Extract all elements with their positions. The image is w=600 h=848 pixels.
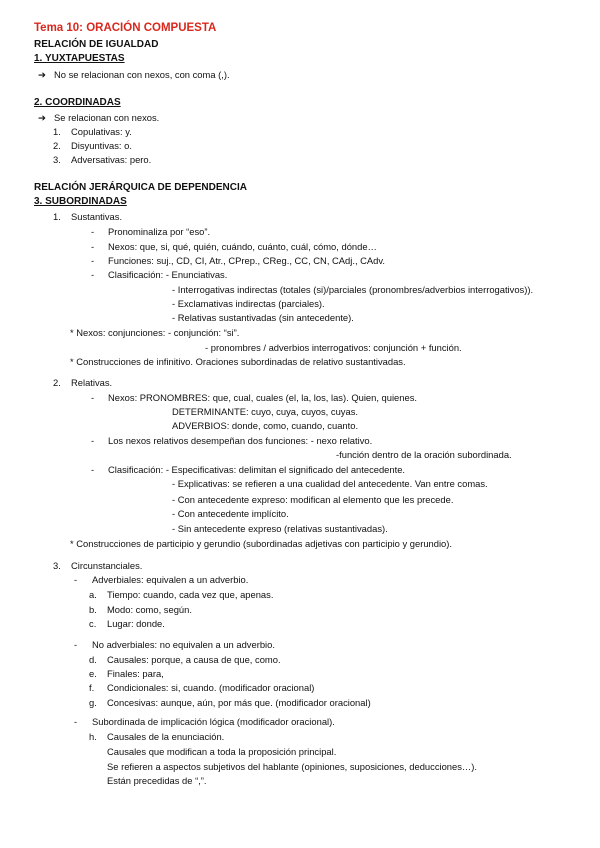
relativas-line: ADVERBIOS: donde, como, cuando, cuanto.: [172, 420, 359, 431]
list-item: b. Modo: como, según.: [89, 604, 192, 615]
circunstanciales-group: No adverbiales: no equivalen a un adverbio.: [92, 639, 275, 650]
sustantivas-note: - pronombres / adverbios interrogativos: conjunción + función.: [205, 342, 462, 353]
list-item: a. Tiempo: cuando, cada vez que, apenas.: [89, 589, 274, 600]
list-item: 3. Adversativas: pero.: [53, 154, 152, 165]
sustantivas-line: Clasificación: - Enunciativas.: [108, 269, 228, 280]
section-heading-igualdad: RELACIÓN DE IGUALDAD: [34, 39, 159, 50]
relativas-line: Nexos: PRONOMBRES: que, cual, cuales (el, la, los, las). Quien, quienes.: [108, 392, 417, 403]
sustantivas-line: - Relativas sustantivadas (sin antecedente).: [172, 312, 354, 323]
relativas-line: - Con antecedente implícito.: [172, 508, 289, 519]
list-item: c. Lugar: donde.: [89, 618, 165, 629]
heading-yuxtapuestas: 1. YUXTAPUESTAS: [34, 53, 125, 64]
dash-bullet: -: [91, 226, 95, 237]
arrow-icon: ➔: [38, 69, 46, 80]
relativas-line: - Explicativas: se refieren a una cualidad del antecedente. Van entre comas.: [172, 478, 488, 489]
document-title: Tema 10: ORACIÓN COMPUESTA: [34, 22, 217, 34]
coordinadas-text: Se relacionan con nexos.: [54, 112, 160, 123]
heading-coordinadas: 2. COORDINADAS: [34, 97, 121, 108]
dash-bullet: -: [91, 435, 95, 446]
relativas-line: - Sin antecedente expreso (relativas sustantivadas).: [172, 523, 388, 534]
sustantivas-note: * Construcciones de infinitivo. Oraciones subordinadas de relativo sustantivadas.: [70, 356, 406, 367]
sustantivas-line: Funciones: suj., CD, CI, Atr., CPrep., CReg., CC, CN, CAdj., CAdv.: [108, 255, 385, 266]
dash-bullet: -: [91, 269, 95, 280]
dash-bullet: -: [74, 716, 78, 727]
dash-bullet: -: [74, 639, 78, 650]
circunstanciales-group: Adverbiales: equivalen a un adverbio.: [92, 574, 249, 585]
sustantivas-line: - Exclamativas indirectas (parciales).: [172, 298, 325, 309]
relativas-line: - Con antecedente expreso: modifican al elemento que les precede.: [172, 494, 454, 505]
list-item: f. Condicionales: si, cuando. (modificador oracional): [89, 682, 315, 693]
circunstanciales-line: Se refieren a aspectos subjetivos del hablante (opiniones, suposiciones, deducciones…).: [107, 761, 478, 772]
list-item: 2. Disyuntivas: o.: [53, 140, 132, 151]
section-heading-jerarquica: RELACIÓN JERÁRQUICA DE DEPENDENCIA: [34, 182, 247, 193]
circunstanciales-title: 3. Circunstanciales.: [53, 560, 143, 571]
sustantivas-line: Pronominaliza por “eso”.: [108, 226, 211, 237]
sustantivas-note: * Nexos: conjunciones: - conjunción: “si”.: [70, 327, 240, 338]
arrow-icon: ➔: [38, 112, 46, 123]
list-item: g. Concesivas: aunque, aún, por más que. (modificador oracional): [89, 697, 371, 708]
dash-bullet: -: [91, 255, 95, 266]
heading-subordinadas: 3. SUBORDINADAS: [34, 196, 127, 207]
relativas-line: Clasificación: - Especificativas: delimitan el significado del antecedente.: [108, 464, 406, 475]
circunstanciales-group: Subordinada de implicación lógica (modificador oracional).: [92, 716, 335, 727]
dash-bullet: -: [91, 392, 95, 403]
yuxtapuestas-text: No se relacionan con nexos, con coma (,).: [54, 69, 230, 80]
coordinadas-desc: [38, 112, 159, 124]
relativas-line: -función dentro de la oración subordinada.: [336, 449, 512, 460]
list-item: e. Finales: para,: [89, 668, 164, 679]
relativas-note: * Construcciones de participio y gerundio (subordinadas adjetivas con participio y gerundio).: [70, 538, 452, 549]
circunstanciales-line: Causales que modifican a toda la proposición principal.: [107, 746, 337, 757]
relativas-line: Los nexos relativos desempeñan dos funciones: - nexo relativo.: [108, 435, 373, 446]
circunstanciales-line: Están precedidas de “,”.: [107, 775, 207, 786]
list-item: d. Causales: porque, a causa de que, como.: [89, 654, 281, 665]
dash-bullet: -: [91, 464, 95, 475]
dash-bullet: -: [74, 574, 78, 585]
yuxtapuestas-desc: [38, 69, 230, 81]
dash-bullet: -: [91, 241, 95, 252]
relativas-line: DETERMINANTE: cuyo, cuya, cuyos, cuyas.: [172, 406, 358, 417]
list-item: 1. Copulativas: y.: [53, 126, 132, 137]
sustantivas-title: 1. Sustantivas.: [53, 211, 123, 222]
list-item: h. Causales de la enunciación.: [89, 731, 225, 742]
sustantivas-line: - Interrogativas indirectas (totales (si)/parciales (pronombres/adverbios interrogativos)).: [172, 284, 534, 295]
relativas-title: 2. Relativas.: [53, 377, 113, 388]
sustantivas-line: Nexos: que, si, qué, quién, cuándo, cuánto, cuál, cómo, dónde…: [108, 241, 377, 252]
